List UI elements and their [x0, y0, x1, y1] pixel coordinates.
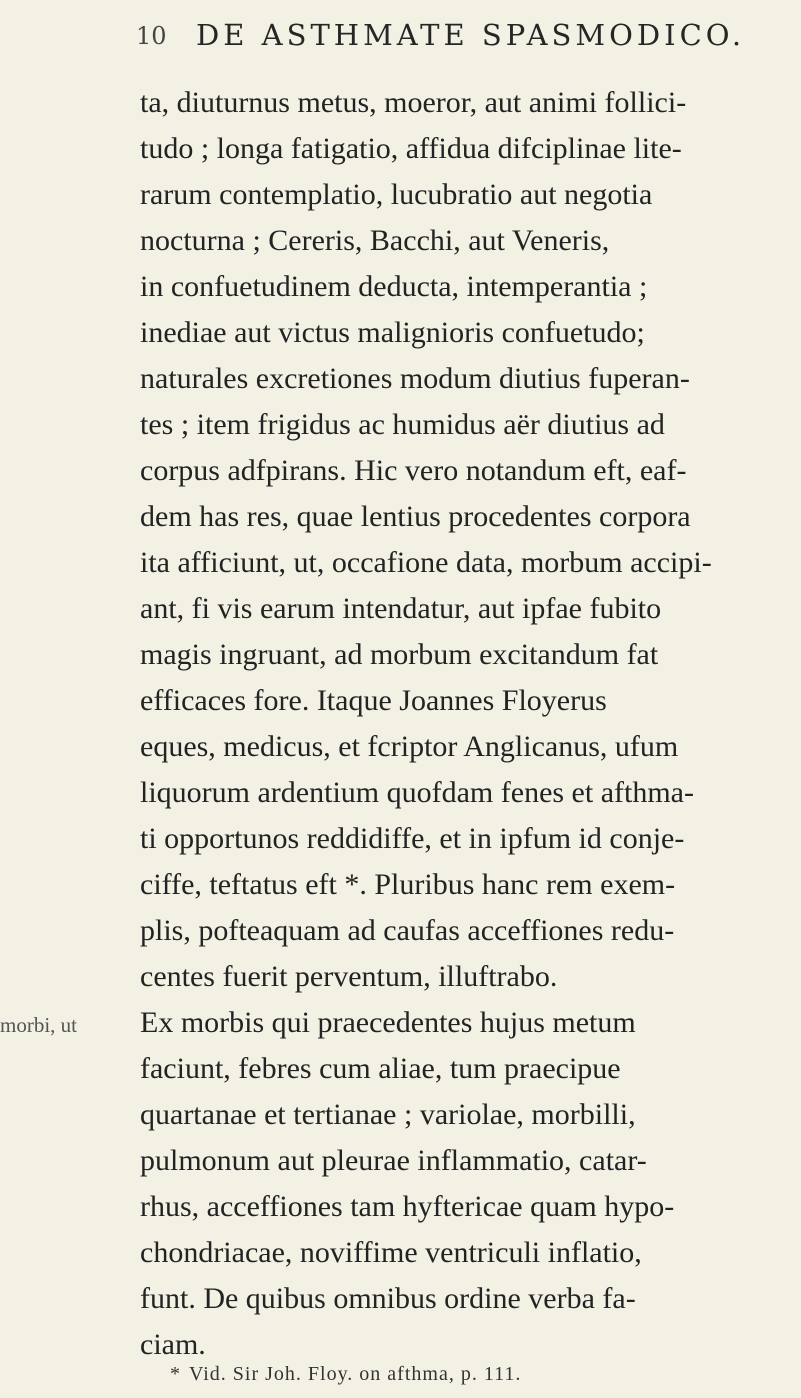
text-line: centes fuerit perventum, illuftrabo. [140, 960, 558, 993]
text-line: eques, medicus, et fcriptor Anglicanus, ufum [140, 730, 679, 763]
text-line: ti opportunos reddidiffe, et in ipfum id conje- [140, 822, 685, 855]
text-line: rhus, acceffiones tam hyftericae quam hypo- [140, 1190, 675, 1223]
body-text [140, 80, 790, 1368]
text-line: inediae aut victus malignioris confuetudo; [140, 316, 645, 349]
text-line: in confuetudinem deducta, intemperantia ; [140, 270, 648, 303]
text-line: dem has res, quae lentius procedentes corpora [140, 500, 691, 533]
text-line: tes ; item frigidus ac humidus aër diutius ad [140, 408, 665, 441]
text-line: rarum contemplatio, lucubratio aut negotia [140, 178, 653, 211]
text-line: naturales excretiones modum diutius fuperan- [140, 362, 690, 395]
text-line: ciffe, teftatus eft *. Pluribus hanc rem exem- [140, 868, 676, 901]
page-header [136, 18, 776, 62]
text-line: tudo ; longa fatigatio, affidua difciplinae lite- [140, 132, 682, 165]
text-line: pulmonum aut pleurae inflammatio, catar- [140, 1144, 647, 1177]
text-line: ita afficiunt, ut, occafione data, morbum accipi- [140, 546, 712, 579]
footnote [170, 1363, 521, 1386]
text-line: chondriacae, noviffime ventriculi inflatio, [140, 1236, 642, 1269]
text-line: magis ingruant, ad morbum excitandum fat [140, 638, 659, 671]
text-line: efficaces fore. Itaque Joannes Floyerus [140, 684, 607, 717]
text-line: funt. De quibus omnibus ordine verba fa- [140, 1282, 636, 1315]
text-line: nocturna ; Cereris, Bacchi, aut Veneris, [140, 224, 610, 257]
footnote-text: Vid. Sir Joh. Floy. on afthma, p. 111. [189, 1363, 522, 1385]
page-number: 10 [136, 22, 167, 50]
footnote-marker: * [170, 1363, 181, 1385]
text-line: Ex morbis qui praecedentes hujus metum [140, 1006, 636, 1039]
text-line: ant, fi vis earum intendatur, aut ipfae fubito [140, 592, 662, 625]
running-head: DE ASTHMATE SPASMODICO. [196, 18, 746, 52]
text-line: ciam. [140, 1328, 206, 1361]
text-line: ta, diuturnus metus, moeror, aut animi follici- [140, 86, 687, 119]
text-line: faciunt, febres cum aliae, tum praecipue [140, 1052, 621, 1085]
text-line: liquorum ardentium quofdam fenes et afthma- [140, 776, 694, 809]
margin-note: morbi, ut [0, 1013, 77, 1037]
text-line: quartanae et tertianae ; variolae, morbilli, [140, 1098, 636, 1131]
text-line: corpus adfpirans. Hic vero notandum eft, eaf- [140, 454, 687, 487]
text-line: plis, pofteaquam ad caufas acceffiones redu- [140, 914, 675, 947]
